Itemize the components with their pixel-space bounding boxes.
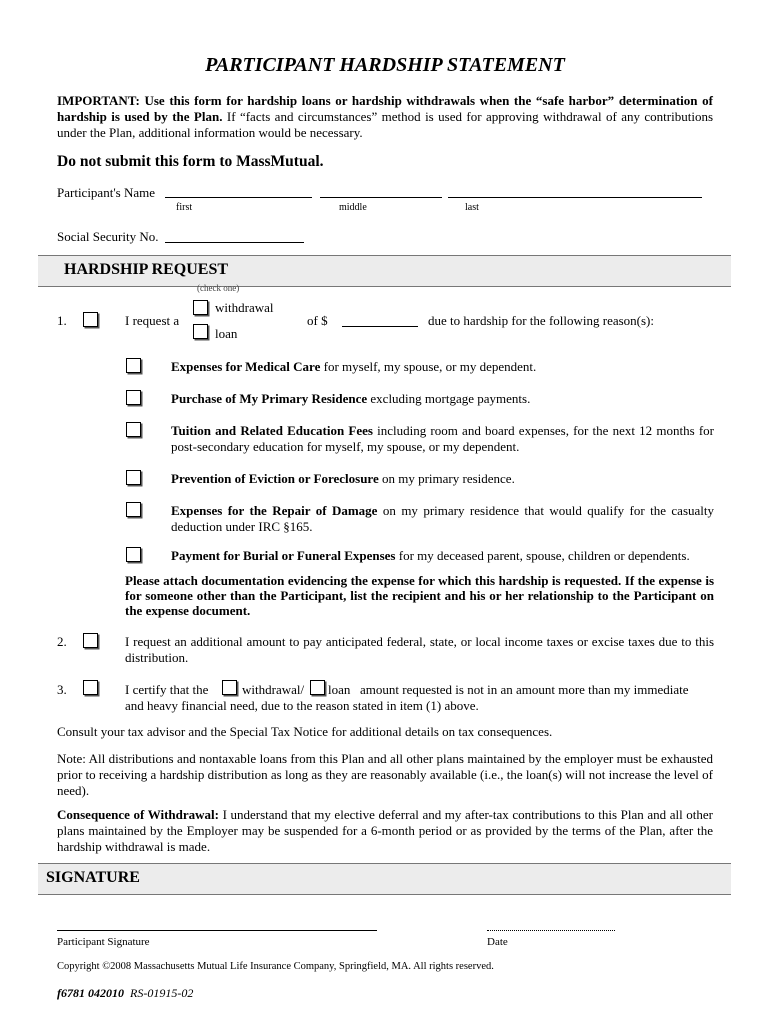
important-notice — [57, 93, 713, 141]
attach-documentation-note: Please attach documentation evidencing the expense for which this hardship is requested. If the expense is for someone other than the Participant, list the recipient and his or her relationship to the Participant on the expense document. — [125, 573, 714, 618]
participant-signature-label: Participant Signature — [57, 936, 150, 948]
middle-name-field[interactable] — [320, 197, 442, 198]
medical-care-checkbox[interactable] — [126, 358, 141, 373]
first-caption: first — [176, 202, 193, 213]
due-to-hardship-text: due to hardship for the following reason(s): — [428, 313, 655, 328]
participant-name-label: Participant's Name — [57, 185, 156, 200]
signature-heading: SIGNATURE — [46, 869, 140, 886]
do-not-submit-warning: Do not submit this form to MassMutual. — [57, 153, 324, 170]
primary-residence-checkbox[interactable] — [126, 390, 141, 405]
item2-text: I request an additional amount to pay anticipated federal, state, or local income taxes or excise taxes due to this distribution. — [125, 634, 714, 665]
reason-tuition: Tuition and Related Education Fees including room and board expenses, for the next 12 months for post-secondary education for myself, my spouse, or my dependent. — [171, 423, 714, 454]
consequence-of-withdrawal: Consequence of Withdrawal: I understand that my elective deferral and my after-tax contributions to this Plan and all other plans maintained by the Employer may be suspended for a 6-month period or as provided by the terms of the Plan, after the hardship withdrawal is made. — [57, 807, 714, 854]
repair-damage-checkbox[interactable] — [126, 502, 141, 517]
hardship-request-heading: HARDSHIP REQUEST — [64, 261, 229, 278]
loan-label: loan — [215, 326, 238, 341]
participant-signature-field[interactable] — [57, 930, 377, 931]
item1-number: 1. — [57, 313, 67, 328]
amount-field[interactable] — [342, 326, 418, 327]
item3-amount-text: amount requested is not in an amount more than my immediate — [360, 682, 689, 697]
copyright-notice: Copyright ©2008 Massachusetts Mutual Life Insurance Company, Springfield, MA. All rights reserved. — [57, 961, 494, 972]
ssn-field[interactable] — [165, 242, 304, 243]
reason-repair-damage: Expenses for the Repair of Damage on my primary residence that would qualify for the casualty deduction under IRC §165. — [171, 503, 715, 534]
first-name-field[interactable] — [165, 197, 312, 198]
item3-checkbox[interactable] — [83, 680, 98, 695]
of-dollar-label: of $ — [307, 313, 328, 328]
form-code: f6781 042010 RS-01915-02 — [57, 986, 194, 1000]
item2-number: 2. — [57, 634, 67, 649]
item3-certify-text: I certify that the — [125, 682, 209, 697]
item2-checkbox[interactable] — [83, 633, 98, 648]
item3-number: 3. — [57, 682, 67, 697]
item3-loan-label: loan — [328, 682, 351, 697]
item3-withdrawal-label: withdrawal/ — [242, 682, 305, 697]
withdrawal-checkbox[interactable] — [193, 300, 208, 315]
important-rest: If “facts and circumstances” method is used for approving withdrawal of any contributions under the Plan, additional information would be necessary. — [57, 109, 713, 140]
eviction-checkbox[interactable] — [126, 470, 141, 485]
reason-primary-residence: Purchase of My Primary Residence excluding mortgage payments. — [171, 391, 531, 406]
date-field[interactable] — [487, 930, 615, 931]
last-name-field[interactable] — [448, 197, 702, 198]
date-label: Date — [487, 936, 508, 948]
item3-withdrawal-checkbox[interactable] — [222, 680, 237, 695]
hardship-request-section-header — [38, 255, 731, 287]
consult-tax-advisor: Consult your tax advisor and the Special Tax Notice for additional details on tax consequences. — [57, 724, 553, 739]
ssn-label: Social Security No. — [57, 229, 159, 244]
withdrawal-label: withdrawal — [215, 300, 274, 315]
page-title: PARTICIPANT HARDSHIP STATEMENT — [205, 54, 565, 76]
reason-burial: Payment for Burial or Funeral Expenses for my deceased parent, spouse, children or dependents. — [171, 548, 690, 563]
request-a-label: I request a — [125, 313, 180, 328]
signature-section-header — [38, 863, 731, 895]
loan-checkbox[interactable] — [193, 324, 208, 339]
reason-eviction: Prevention of Eviction or Foreclosure on my primary residence. — [171, 471, 515, 486]
item3-loan-checkbox[interactable] — [310, 680, 325, 695]
item3-continued-text: and heavy financial need, due to the reason stated in item (1) above. — [125, 698, 479, 713]
distribution-note: Note: All distributions and nontaxable loans from this Plan and all other plans maintained by the employer must be exhausted prior to receiving a hardship distribution as long as they are reasonably available (i.e., the loan(s) will not increase the level of need). — [57, 751, 713, 798]
item1-checkbox[interactable] — [83, 312, 98, 327]
important-lead: IMPORTANT: Use this form for hardship loans or hardship withdrawals when the “safe harbor” determination of hardship is used by the Plan. — [57, 93, 713, 124]
reason-medical-care: Expenses for Medical Care for myself, my spouse, or my dependent. — [171, 359, 537, 374]
last-caption: last — [465, 202, 479, 213]
burial-checkbox[interactable] — [126, 547, 141, 562]
check-one-note: (check one) — [197, 283, 240, 293]
middle-caption: middle — [339, 202, 367, 213]
tuition-checkbox[interactable] — [126, 422, 141, 437]
